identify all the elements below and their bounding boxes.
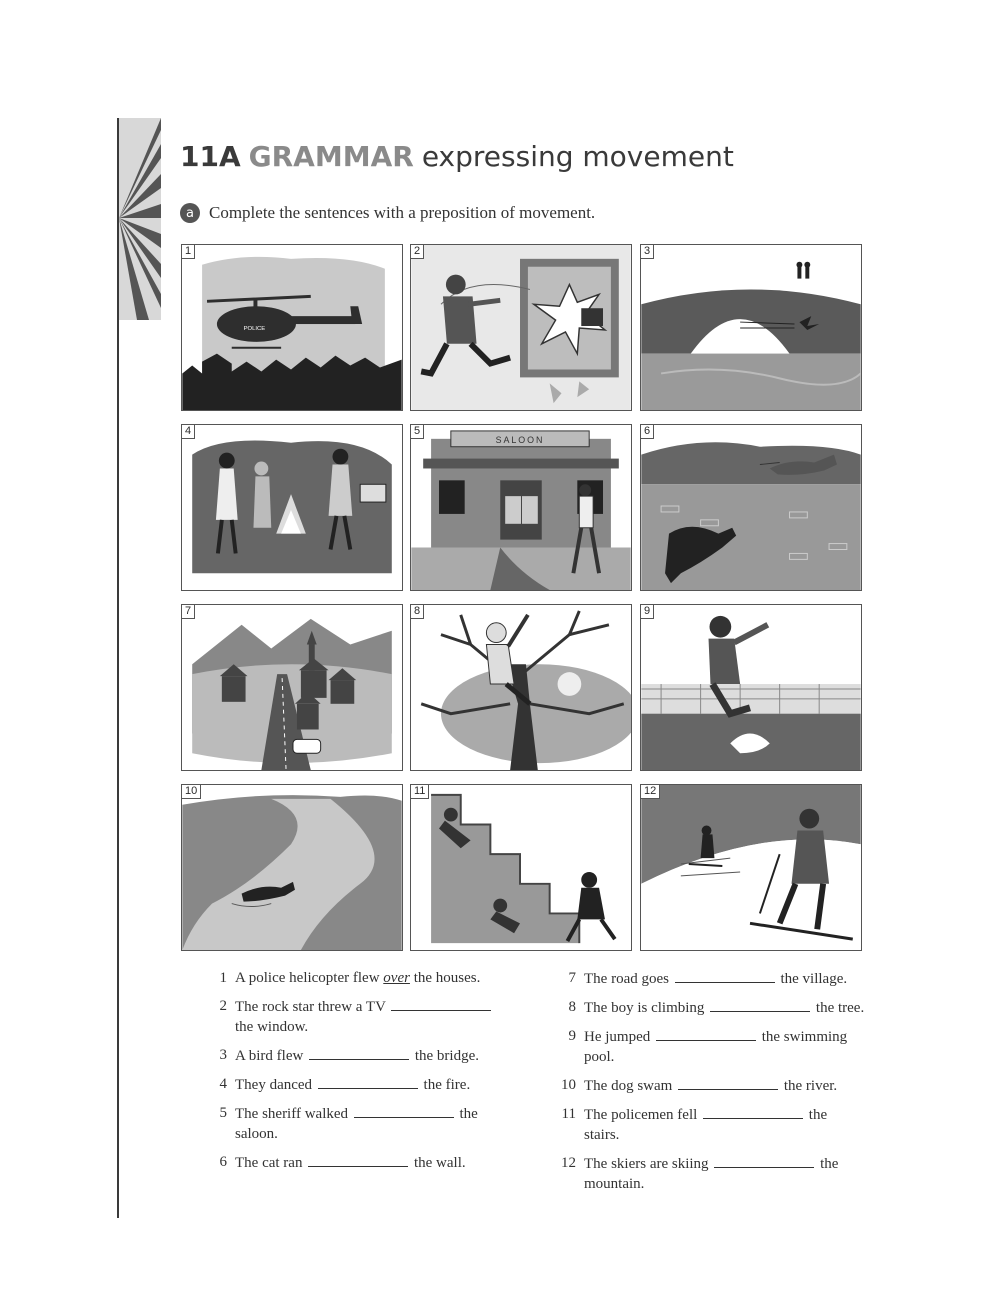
picture-panel-5: [410, 424, 632, 591]
svg-text:POLICE: POLICE: [243, 325, 266, 332]
sentence-12: 12 The skiers are skiing the mountain.: [561, 1155, 839, 1192]
sunburst-decoration: [119, 118, 161, 320]
boy-climbing-tree-icon: [411, 605, 631, 770]
answer-blank[interactable]: [656, 1026, 756, 1041]
sample-answer: over: [383, 970, 410, 986]
sentence-8: 8 The boy is climbing the tree.: [568, 999, 865, 1016]
picture-panel-3: [640, 244, 862, 411]
sentence-11: 11 The policemen fell the stairs.: [561, 1106, 828, 1143]
picture-panel-4: [181, 424, 403, 591]
panel-number: 4: [182, 425, 195, 439]
answer-blank[interactable]: [678, 1075, 778, 1090]
dog-across-river-icon: [182, 785, 402, 950]
picture-panel-2: [410, 244, 632, 411]
panel-number: 8: [411, 605, 424, 619]
bird-under-bridge-icon: [641, 245, 861, 410]
panel-number: 2: [411, 245, 424, 259]
sentence-9: 9 He jumped the swimming pool.: [568, 1028, 848, 1065]
answer-blank[interactable]: [675, 968, 775, 983]
picture-panel-11: [410, 784, 632, 951]
sentence-3: 3 A bird flew the bridge.: [219, 1047, 479, 1064]
sentence-6: 6 The cat ran the wall.: [219, 1154, 466, 1171]
answer-blank[interactable]: [318, 1074, 418, 1089]
picture-panel-10: [181, 784, 403, 951]
picture-panel-6: [640, 424, 862, 591]
police-helicopter-icon: [182, 245, 402, 410]
cat-along-wall-icon: [641, 425, 861, 590]
sentences-column-1: [213, 968, 513, 1181]
sentence-10: 10 The dog swam the river.: [561, 1077, 838, 1094]
topic-title: expressing movement: [421, 140, 734, 173]
sheriff-saloon-icon: [411, 425, 631, 590]
sentence-7: 7 The road goes the village.: [568, 970, 848, 987]
sentence-2: 2 The rock star threw a TV the window.: [213, 996, 513, 1037]
sentence-4: 4 They danced the fire.: [219, 1076, 471, 1093]
panel-number: 7: [182, 605, 195, 619]
panel-number: 11: [411, 785, 429, 799]
panel-number: 1: [182, 245, 195, 259]
answer-blank[interactable]: [710, 997, 810, 1012]
exercise-instruction: [180, 203, 595, 223]
rock-star-window-icon: [411, 245, 631, 410]
answer-blank[interactable]: [309, 1045, 409, 1060]
instruction-text: Complete the sentences with a preposition of movement.: [209, 203, 596, 222]
panel-number: 5: [411, 425, 424, 439]
fall-down-stairs-icon: [411, 785, 631, 950]
answer-blank[interactable]: [703, 1104, 803, 1119]
picture-panel-9: [640, 604, 862, 771]
answer-blank[interactable]: [308, 1152, 408, 1167]
panel-number: 3: [641, 245, 654, 259]
panel-number: 10: [182, 785, 201, 799]
picture-panel-7: [181, 604, 403, 771]
picture-panel-8: [410, 604, 632, 771]
picture-panel-12: [640, 784, 862, 951]
panel-number: 6: [641, 425, 654, 439]
exercise-badge: a: [180, 203, 200, 223]
skiers-down-mountain-icon: [641, 785, 861, 950]
picture-panel-1: [181, 244, 403, 411]
dancing-around-fire-icon: [182, 425, 402, 590]
answer-blank[interactable]: [714, 1153, 814, 1168]
answer-blank[interactable]: [354, 1103, 454, 1118]
sentence-5: 5 The sheriff walked the saloon.: [219, 1105, 478, 1142]
panel-number: 12: [641, 785, 660, 799]
panel-number: 9: [641, 605, 654, 619]
svg-text:SALOON: SALOON: [495, 434, 545, 445]
sentence-1: 1 A police helicopter flew over the houses.: [219, 970, 481, 986]
road-through-village-icon: [182, 605, 402, 770]
page-header: [180, 140, 734, 173]
section-label: GRAMMAR: [248, 140, 414, 173]
jump-into-pool-icon: [641, 605, 861, 770]
sentences-column-2: [556, 968, 866, 1202]
answer-blank[interactable]: [391, 996, 491, 1011]
unit-code: 11A: [180, 140, 241, 173]
